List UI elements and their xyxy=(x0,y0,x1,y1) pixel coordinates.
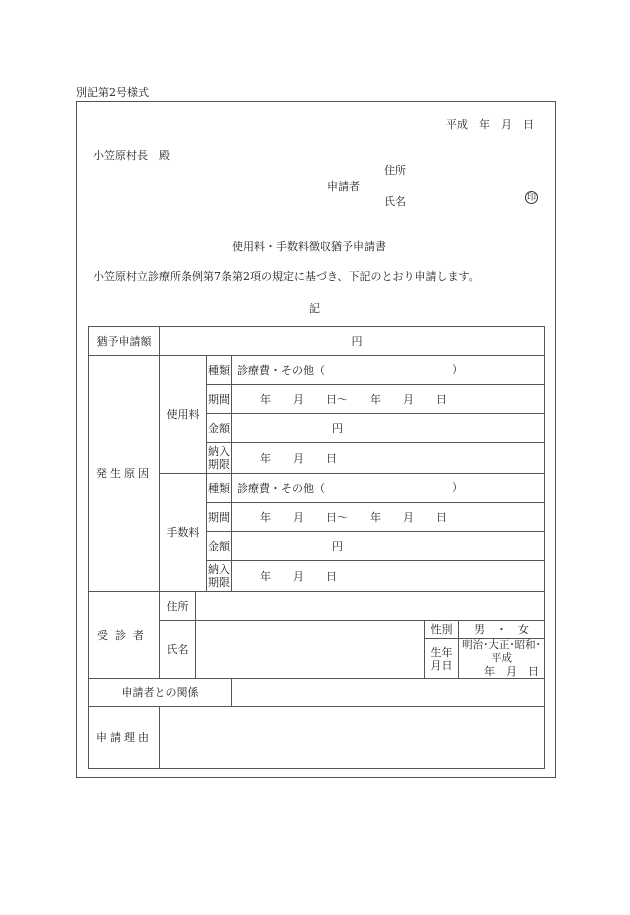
sex-label: 性別 xyxy=(425,621,459,639)
birth-date-field[interactable] xyxy=(459,639,545,679)
usage-yen-unit: 円 xyxy=(332,421,343,435)
handling-type-field[interactable] xyxy=(232,474,545,503)
patient-name-field[interactable] xyxy=(196,621,425,679)
seal-icon: 印 xyxy=(526,193,536,203)
usage-due-label-2: 期限 xyxy=(208,458,230,471)
handling-fee-label: 手数料 xyxy=(160,474,207,592)
applicant-address-label: 住所 xyxy=(384,164,406,177)
birth-label-1: 生年 xyxy=(430,645,453,659)
usage-type-close: ） xyxy=(452,363,463,376)
handling-yen-unit: 円 xyxy=(332,539,343,553)
usage-amount-field[interactable] xyxy=(232,414,545,443)
handling-period-field[interactable]: 年 月 日～ 年 月 日 xyxy=(232,503,545,532)
usage-due-label-1: 納入 xyxy=(208,445,230,458)
usage-type-label: 種類 xyxy=(207,356,232,385)
deferral-amount-field[interactable] xyxy=(160,327,545,356)
applicant-label: 申請者 xyxy=(327,180,360,193)
intro-text: 小笠原村立診療所条例第7条第2項の規定に基づき、下記のとおり申請します。 xyxy=(93,270,480,283)
era-options: 明治･大正･昭和･平成 xyxy=(462,639,541,664)
birth-label xyxy=(425,639,459,679)
birth-date-value: 年 月 日 xyxy=(484,665,540,678)
addressee: 小笠原村長 殿 xyxy=(93,149,170,162)
relation-label: 申請者との関係 xyxy=(89,679,232,707)
cause-label: 発生原因 xyxy=(89,356,160,592)
handling-due-label xyxy=(207,561,232,592)
handling-amount-label: 金額 xyxy=(207,532,232,561)
patient-name-label: 氏名 xyxy=(160,621,196,679)
usage-period-label: 期間 xyxy=(207,385,232,414)
usage-fee-label: 使用料 xyxy=(160,356,207,474)
handling-type-close: ） xyxy=(452,481,463,494)
handling-due-label-1: 納入 xyxy=(208,563,230,576)
applicant-name-label: 氏名 xyxy=(384,195,406,208)
usage-amount-label: 金額 xyxy=(207,414,232,443)
handling-due-field[interactable]: 年 月 日 xyxy=(232,561,545,592)
patient-address-field[interactable] xyxy=(196,592,545,621)
ki-heading: 記 xyxy=(309,302,320,315)
handling-period-label: 期間 xyxy=(207,503,232,532)
yen-unit: 円 xyxy=(351,334,363,348)
patient-label: 受診者 xyxy=(89,592,160,679)
sex-options[interactable]: 男 ・ 女 xyxy=(459,621,545,639)
handling-type-open: 診療費・その他（ xyxy=(237,481,325,495)
handling-type-label: 種類 xyxy=(207,474,232,503)
usage-due-label xyxy=(207,443,232,474)
relation-field[interactable] xyxy=(232,679,545,707)
handling-due-label-2: 期限 xyxy=(208,576,230,589)
deferral-amount-label: 猶予申請額 xyxy=(89,327,160,356)
reason-field[interactable] xyxy=(160,707,545,769)
form-number: 別記第2号様式 xyxy=(76,86,149,99)
application-table xyxy=(88,326,545,769)
date-line: 平成 年 月 日 xyxy=(446,118,534,131)
usage-type-open: 診療費・その他（ xyxy=(237,363,325,377)
handling-amount-field[interactable] xyxy=(232,532,545,561)
birth-label-2: 月日 xyxy=(430,658,453,672)
usage-period-field[interactable]: 年 月 日～ 年 月 日 xyxy=(232,385,545,414)
usage-type-field[interactable] xyxy=(232,356,545,385)
document-title: 使用料・手数料徴収猶予申請書 xyxy=(232,240,386,253)
usage-due-field[interactable]: 年 月 日 xyxy=(232,443,545,474)
patient-address-label: 住所 xyxy=(160,592,196,621)
reason-label: 申請理由 xyxy=(89,707,160,769)
